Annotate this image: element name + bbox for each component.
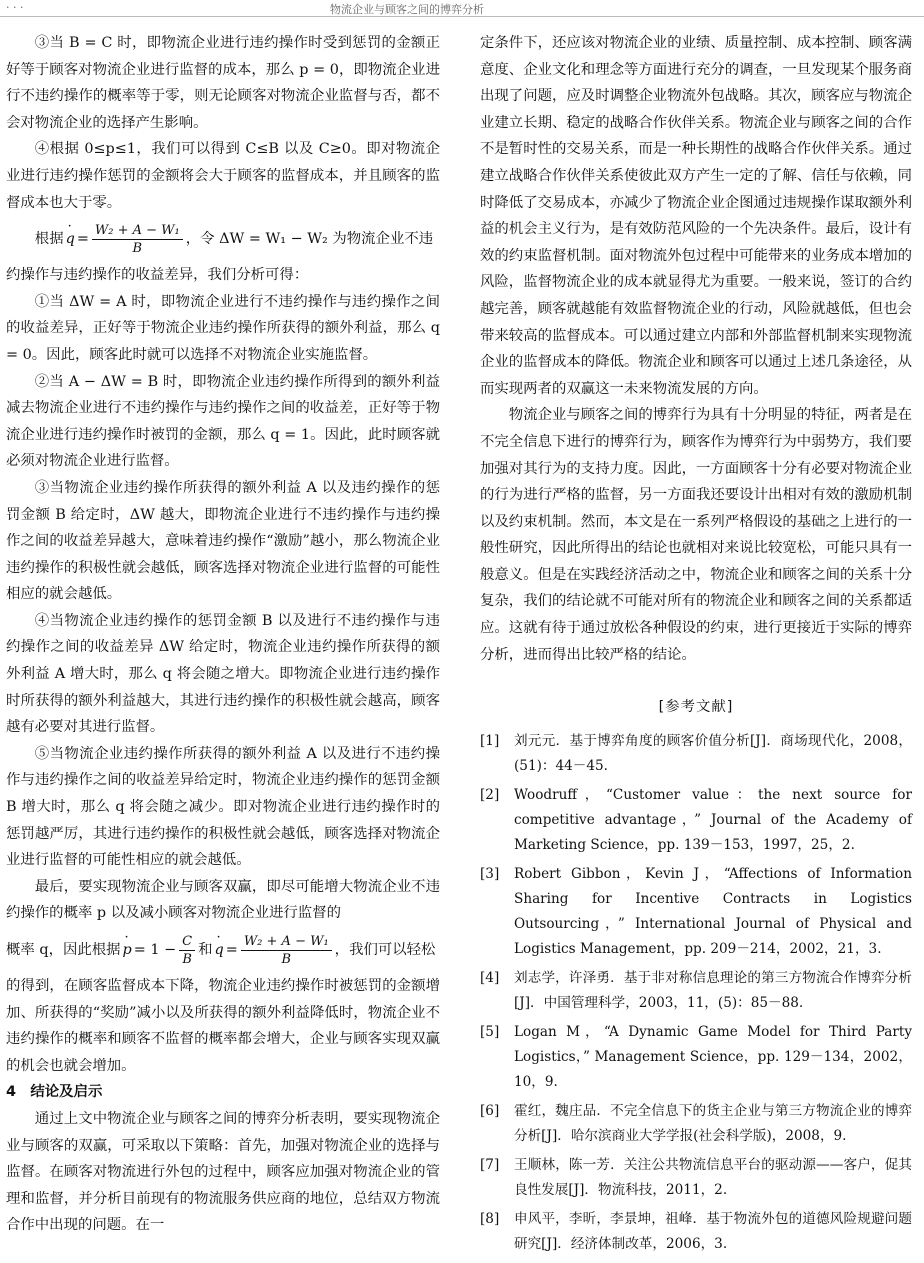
fraction-denominator: B [182, 951, 192, 967]
paragraph: ①当 ΔW = A 时，即物流企业进行不违约操作与违约操作之间的收益差异，正好等于物流企业违约操作所获得的额外利益，那么 q = 0。因此，顾客此时就可以选择不对物流企业实施监督。 [6, 293, 440, 363]
reference-number: [8] [480, 1210, 500, 1227]
reference-item [480, 783, 912, 858]
paragraph: 物流企业与顾客之间的博弈行为具有十分明显的特征，两者是在不完全信息下进行的博弈行为，顾客作为博弈行为中弱势方，我们要加强对其行为的支持力度。因此，一方面顾客十分有必要对物流企业的行为进行严格的监督，另一方面我还要设计出相对有效的激励机制以及约束机制。然而，本文是在一系列严格假设的基础之上进行的一般性研究，因此所得出的结论也就相对来说比较宽松，可能只具有一般意义。但是在实践经济活动之中，物流企业和顾客之间的关系十分复杂，我们的结论就不可能对所有的物流企业和顾客之间的关系都适应。这就有待于通过放松各种假设的约束，进行更接近于实际的博弈分析，进而得出比较严格的结论。 [480, 407, 912, 663]
running-header [0, 0, 924, 17]
paragraph: 的得到，在顾客监督成本下降，物流企业违约操作时被惩罚的金额增加、所获得的“奖励”减小以及所获得的额外利益降低时，物流企业不违约操作的概率和顾客不监督的概率都会增大，企业与顾客实现双赢的机会也就会增加。 [6, 978, 440, 1074]
header-left: · · · [6, 1, 24, 14]
left-column [6, 30, 440, 1239]
paragraph: ③当 B = C 时，即物流企业进行违约操作时受到惩罚的金额正好等于顾客对物流企业进行监督的成本，那么 p = 0，即物流企业进行不违约操作的概率等于零，则无论顾客对物流企业监督与否，都不会对物流企业的选择产生影响。 [6, 35, 440, 131]
reference-item [480, 1099, 912, 1149]
section-heading: 4 结论及启示 [6, 1084, 103, 1101]
reference-number: [2] [480, 786, 500, 803]
references-title: [参考文献] [658, 699, 734, 716]
reference-number: [6] [480, 1102, 500, 1119]
reference-item [480, 1153, 912, 1203]
fraction-denominator: B [281, 951, 292, 967]
right-column [480, 30, 912, 1261]
fraction-numerator: C [179, 933, 195, 951]
formula-q [6, 216, 440, 262]
formula-operator: = 1 − [133, 941, 177, 958]
reference-number: [1] [480, 732, 500, 749]
paragraph: ③当物流企业违约操作所获得的额外利益 A 以及违约操作的惩罚金额 B 给定时，ΔW 越大，即物流企业进行不违约操作与违约操作之间的收益差异越大，意味着违约操作“激励”越小，那么物流企业违约操作的积极性就会越低，顾客选择对物流企业进行监督的可能性相应的就会越低。 [6, 479, 440, 603]
paragraph: 约操作与违约操作的收益差异，我们分析可得： [6, 267, 309, 284]
fraction [241, 933, 332, 968]
formula-text: ，令 ΔW = W₁ − W₂ 为物流企业不违 [185, 230, 434, 247]
fraction-numerator: W₂ + A − W₁ [241, 933, 332, 951]
paragraph: ④根据 0≤p≤1，我们可以得到 C≤B 以及 C≥0。即对物流企业进行违约操作惩罚的金额将会大于顾客的监督成本，并且顾客的监督成本也大于零。 [6, 141, 440, 211]
reference-text: 刘志学，许泽勇．基于非对称信息理论的第三方物流合作博弈分析[J]．中国管理科学，2003，11，(5)：85－88. [514, 969, 912, 1011]
reference-item [480, 966, 912, 1016]
reference-item [480, 862, 912, 962]
formula-p-q [6, 927, 440, 973]
reference-number: [4] [480, 969, 500, 986]
reference-number: [3] [480, 865, 500, 882]
formula-operator: = [76, 230, 89, 247]
paragraph: ④当物流企业违约操作的惩罚金额 B 以及进行不违约操作与违约操作之间的收益差异 ΔW 给定时，物流企业违约操作所获得的额外利益 A 增大时，那么 q 将会随之增大。即物流企业进行违约操作时所获得的额外利益越大，其进行违约操作的积极性就会越高，顾客越有必要对其进行监督。 [6, 612, 440, 736]
reference-number: [5] [480, 1023, 500, 1040]
paragraph: ②当 A − ΔW = B 时，即物流企业违约操作所得到的额外利益减去物流企业进行不违约操作与违约操作之间的收益差，正好等于物流企业进行违约操作时被罚的金额，那么 q = 1。因此，此时顾客就必须对物流企业进行监督。 [6, 373, 440, 470]
formula-text: 概率 q，因此根据 [6, 941, 121, 958]
fraction [179, 933, 195, 968]
reference-item [480, 729, 912, 779]
reference-item [480, 1207, 912, 1257]
formula-text: ，我们可以轻松 [334, 941, 436, 958]
formula-variable: · q [215, 937, 224, 964]
formula-variable: · p [123, 937, 132, 964]
reference-number: [7] [480, 1156, 500, 1173]
reference-text: Woodruff，“Customer value：the next source for competitive advantage，” Journal of the Academy of Marketing Science，pp. 139－153，1997，25，2. [514, 786, 912, 853]
formula-operator: = [225, 941, 238, 958]
header-title: 物流企业与顾客之间的博弈分析 [330, 3, 484, 16]
paragraph: ⑤当物流企业违约操作所获得的额外利益 A 以及进行不违约操作与违约操作之间的收益差异给定时，物流企业违约操作的惩罚金额 B 增大时，那么 q 将会随之减少。即对物流企业进行违约操作时的惩罚越严厉，其进行违约操作的积极性就会越低，顾客选择对物流企业进行监督的可能性相应的就会越低。 [6, 745, 440, 869]
reference-text: Robert Gibbon，Kevin J，“Affections of Information Sharing for Incentive Contracts in Logistics Outsourcing，” International Journal of Physical and Logistics Management，pp. 209－214，2002，21，3. [514, 865, 912, 957]
reference-item [480, 1020, 912, 1095]
formula-text: 和 [198, 941, 213, 958]
reference-text: 刘元元．基于博弈角度的顾客价值分析[J]．商场现代化，2008，(51)：44－45. [514, 732, 912, 774]
reference-text: Logan M，“A Dynamic Game Model for Third Party Logistics，” Management Science，pp. 129－134，2002，10，9. [514, 1023, 912, 1090]
formula-variable: · q [66, 226, 75, 253]
paragraph: 定条件下，还应该对物流企业的业绩、质量控制、成本控制、顾客满意度、企业文化和理念等方面进行充分的调查，一旦发现某个服务商出现了问题，应及时调整企业物流外包战略。其次，顾客应与物流企业建立长期、稳定的战略合作伙伴关系。物流企业与顾客之间的合作不是暂时性的交易关系，而是一种长期性的战略合作伙伴关系。通过建立战略合作伙伴关系使彼此双方产生一定的了解、信任与依赖，同时降低了交易成本，亦减少了物流企业企图通过违规操作谋取额外利益的机会主义行为，是有效防范风险的一个先决条件。最后，设计有效的约束监督机制。面对物流外包过程中可能带来的业务成本增加的风险，监督物流企业的成本就显得尤为重要。一般来说，签订的合约越完善，顾客就越能有效监督物流企业的行动，风险就越低，但也会带来较高的监督成本。可以通过建立内部和外部监督机制来实现物流企业的监督成本的降低。物流企业和顾客可以通过上述几条途径，从而实现两者的双赢这一未来物流发展的方向。 [480, 35, 912, 397]
paragraph: 通过上文中物流企业与顾客之间的博弈分析表明，要实现物流企业与顾客的双赢，可采取以下策略：首先，加强对物流企业的选择与监督。在顾客对物流进行外包的过程中，顾客应加强对物流企业的管理和监督，并分析目前现有的物流服务供应商的地位，总结双方物流合作中出现的问题。在一 [6, 1110, 440, 1234]
reference-list [480, 729, 912, 1257]
fraction [92, 222, 183, 257]
fraction-numerator: W₂ + A − W₁ [92, 222, 183, 240]
reference-text: 申风平，李昕，李景坤，祖峰．基于物流外包的道德风险规避问题研究[J]．经济体制改革，2006，3. [514, 1210, 912, 1252]
fraction-denominator: B [132, 240, 143, 256]
formula-text: 根据 [34, 230, 64, 247]
reference-text: 王顺林，陈一芳．关注公共物流信息平台的驱动源——客户，促其良性发展[J]．物流科技，2011，2. [514, 1156, 912, 1198]
reference-text: 霍红，魏庄品．不完全信息下的货主企业与第三方物流企业的博弈分析[J]．哈尔滨商业大学学报(社会科学版)，2008，9. [514, 1102, 912, 1144]
paragraph: 最后，要实现物流企业与顾客双赢，即尽可能增大物流企业不违约操作的概率 p 以及减小顾客对物流企业进行监督的 [6, 878, 440, 922]
